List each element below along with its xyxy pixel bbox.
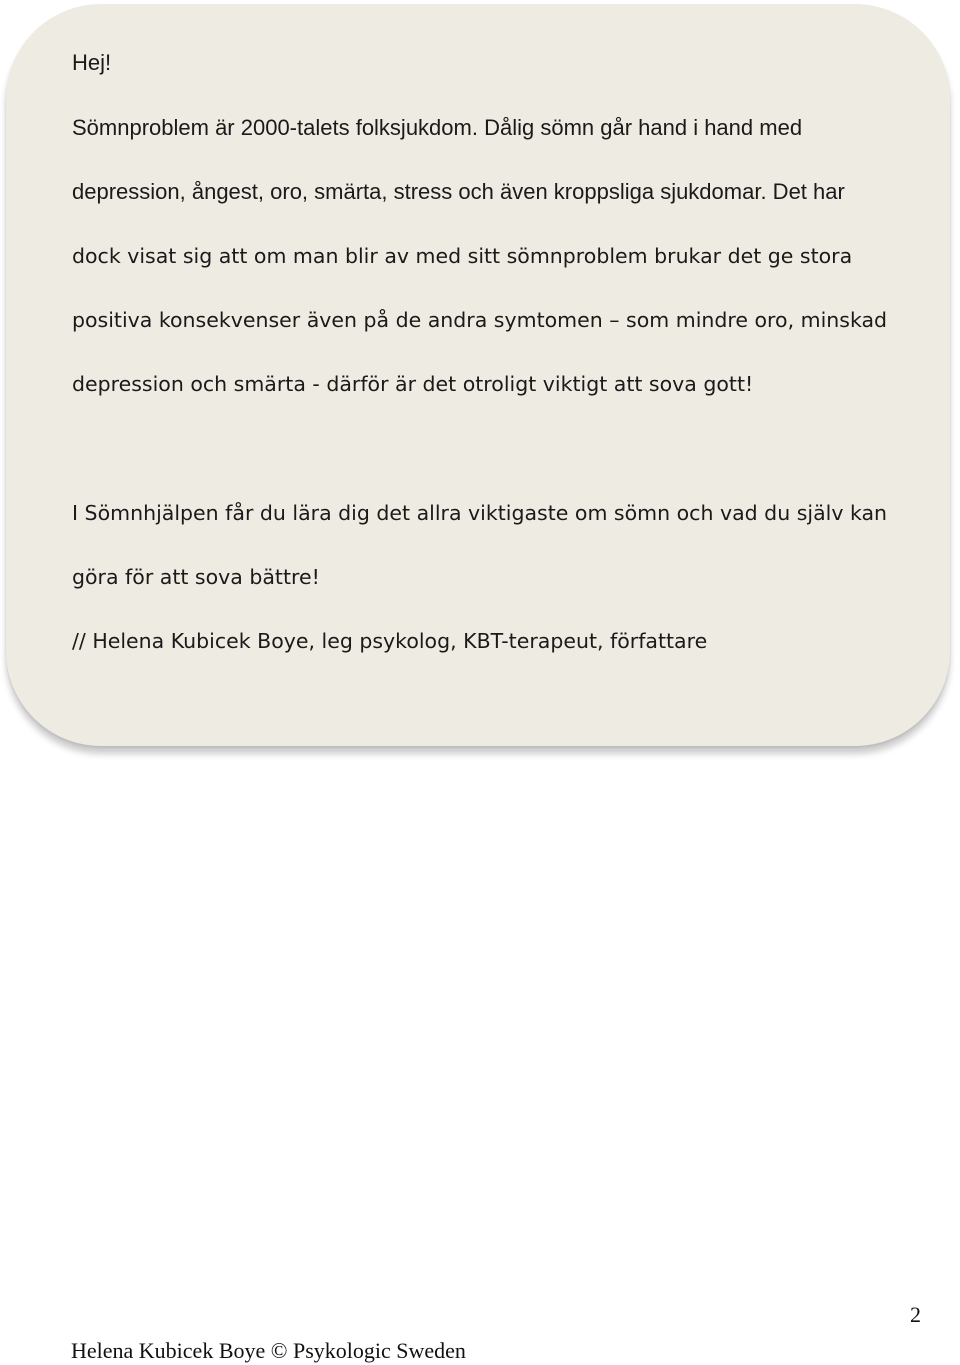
- page-number: 2: [910, 1302, 921, 1327]
- paragraph2-line-1: I Sömnhjälpen får du lära dig det allra viktigaste om sömn och vad du själv kan: [72, 501, 888, 525]
- signature: // Helena Kubicek Boye, leg psykolog, KBT-terapeut, författare: [72, 629, 708, 653]
- paragraph1-line-2: depression, ångest, oro, smärta, stress och även kroppsliga sjukdomar. Det har: [72, 179, 845, 204]
- greeting: Hej!: [72, 50, 112, 75]
- paragraph1-line-4: positiva konsekvenser även på de andra symtomen – som mindre oro, minskad: [72, 308, 888, 332]
- footer-text: Helena Kubicek Boye © Psykologic Sweden: [71, 1338, 466, 1363]
- paragraph1-line-1: Sömnproblem är 2000-talets folksjukdom. Dålig sömn går hand i hand med: [72, 115, 803, 140]
- paragraph1-line-3: dock visat sig att om man blir av med sitt sömnproblem brukar det ge stora: [72, 244, 853, 268]
- paragraph2-line-2: göra för att sova bättre!: [72, 565, 320, 589]
- paragraph1-line-5: depression och smärta - därför är det otroligt viktigt att sova gott!: [72, 372, 754, 396]
